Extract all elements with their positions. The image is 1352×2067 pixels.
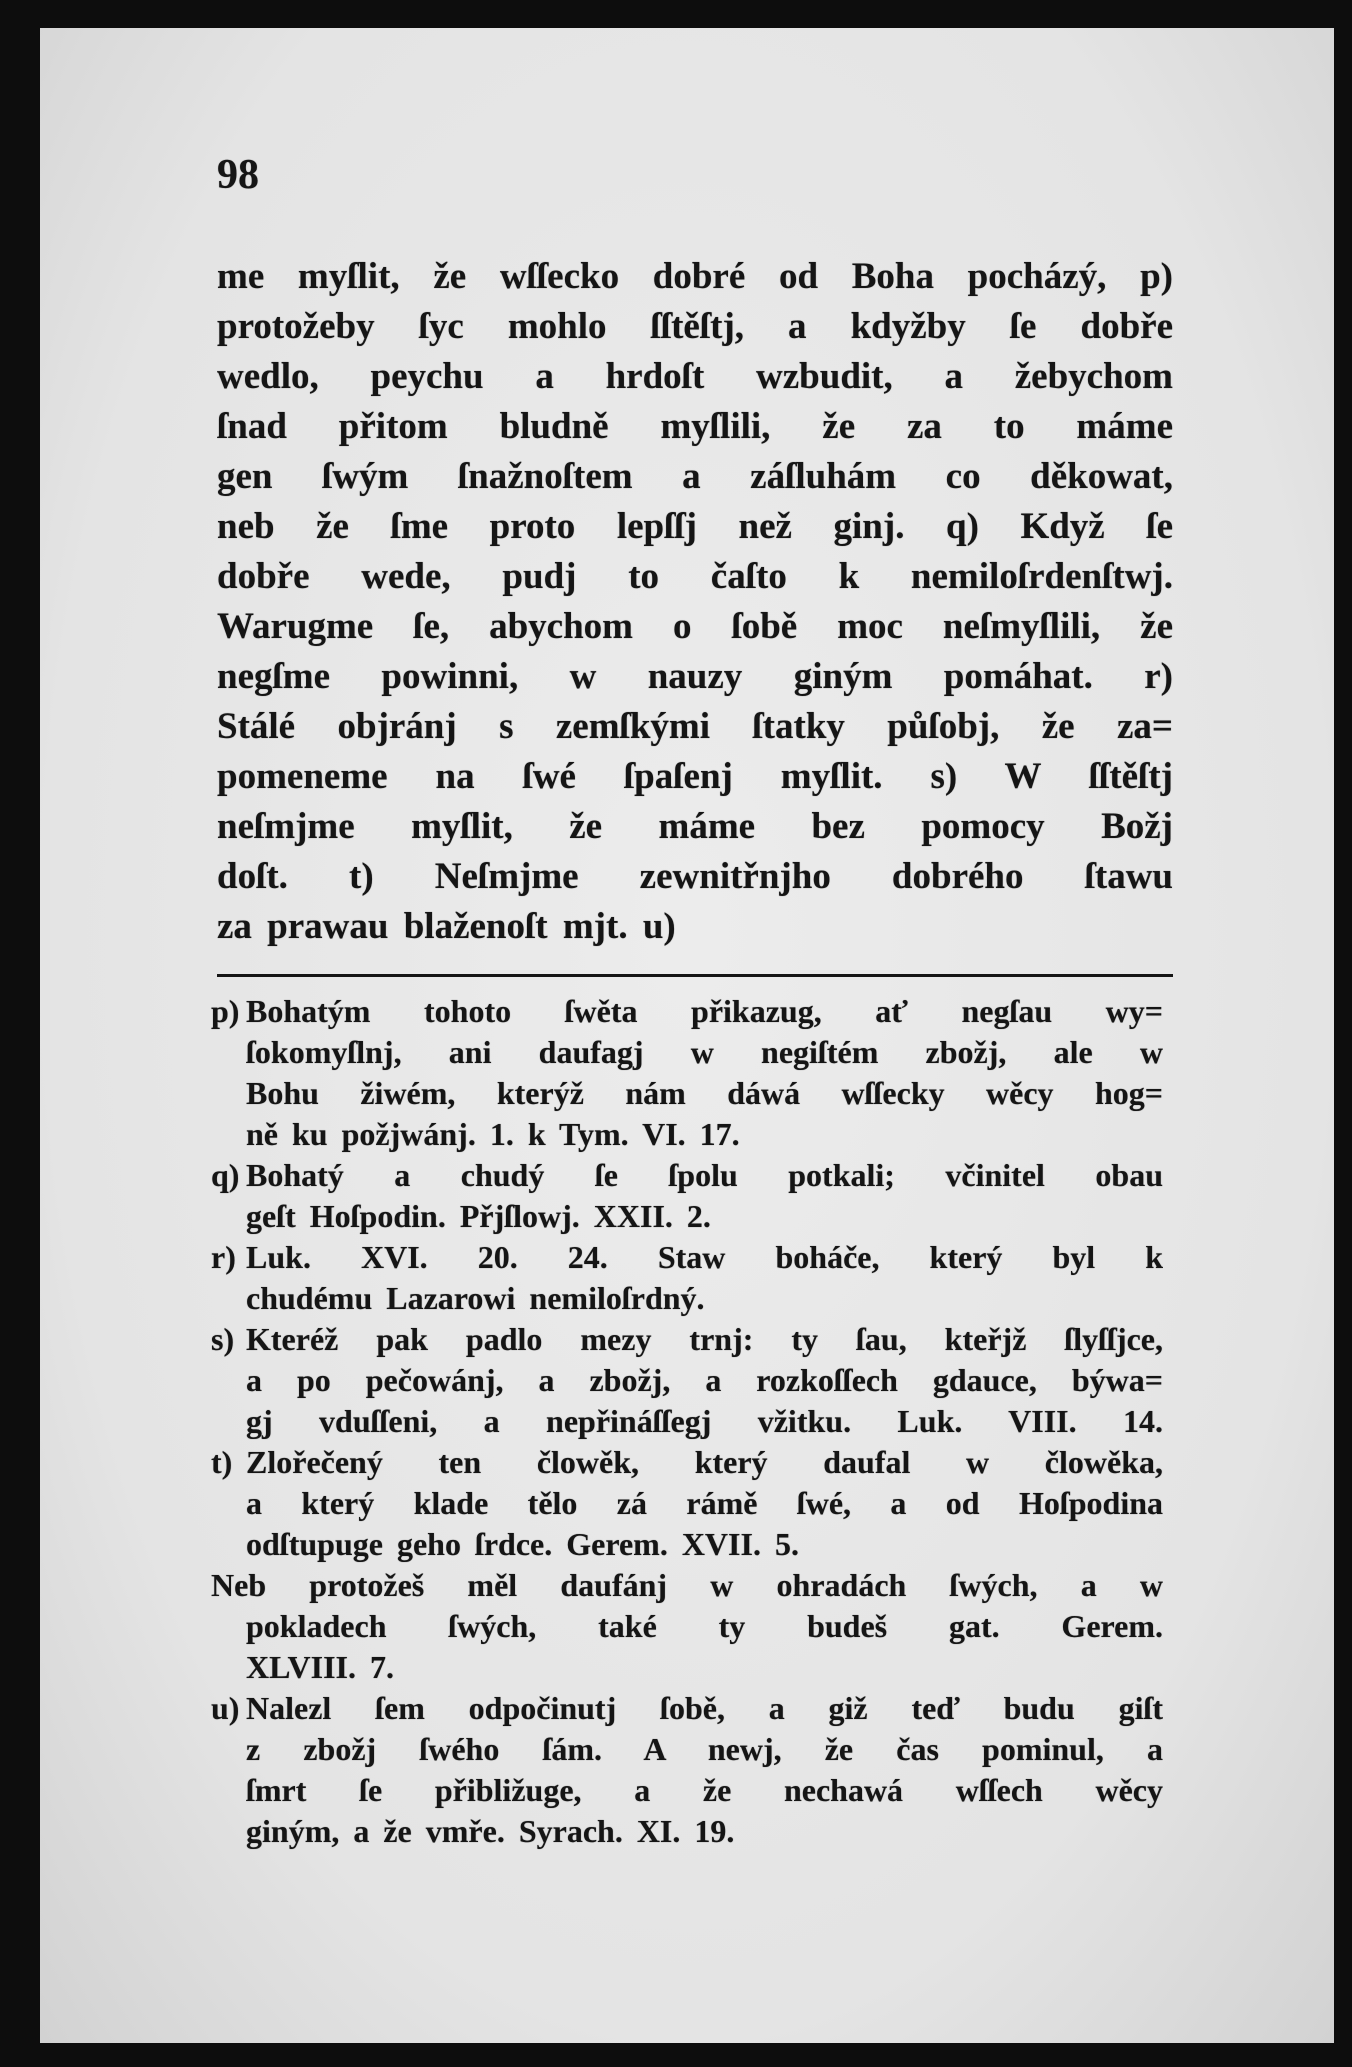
footnote-marker: t)	[211, 1444, 233, 1480]
footnote-line: XLVIII. 7.	[246, 1649, 394, 1685]
footnote-marker: q)	[211, 1157, 240, 1193]
footnote-line: Bohatý a chudý ſe ſpolu potkali; včinitel obau	[246, 1157, 1163, 1193]
main-text	[217, 252, 1173, 952]
footnote-line: ſokomyſlnj, ani daufagj w negiſtém zbožj, ale w	[246, 1034, 1163, 1070]
main-line: doſt. t) Neſmjme zewnitřnjho dobrého ſtawu	[217, 856, 1173, 897]
footnote-q	[211, 1155, 1163, 1237]
footnote-p	[211, 991, 1163, 1155]
footnotes	[211, 991, 1163, 1852]
main-line: gen ſwým ſnažnoſtem a záſluhám co děkowat,	[217, 456, 1173, 497]
main-line: za prawau blaženoſt mjt. u)	[217, 906, 676, 947]
main-line: Stálé objránj s zemſkými ſtatky půſobj, že za=	[217, 706, 1173, 747]
footnote-line: giným, a že vmře. Syrach. XI. 19.	[246, 1813, 735, 1849]
footnote-marker: s)	[211, 1321, 235, 1357]
footnote-line: Luk. XVI. 20. 24. Staw boháče, který byl k	[246, 1239, 1163, 1275]
footnote-marker: r)	[211, 1239, 236, 1275]
main-line: pomeneme na ſwé ſpaſenj myſlit. s) W ſſtěſtj	[217, 756, 1173, 797]
main-line: neb že ſme proto lepſſj než ginj. q) Když ſe	[217, 506, 1173, 547]
footnote-line: a který klade tělo zá rámě ſwé, a od Hoſpodina	[246, 1485, 1163, 1521]
footnote-line: ně ku požjwánj. 1. k Tym. VI. 17.	[246, 1116, 740, 1152]
footnote-line: chudému Lazarowi nemiloſrdný.	[246, 1280, 705, 1316]
main-line: negſme powinni, w nauzy giným pomáhat. r)	[217, 656, 1173, 697]
footnote-line: geſt Hoſpodin. Přjſlowj. XXII. 2.	[246, 1198, 711, 1234]
main-line: wedlo, peychu a hrdoſt wzbudit, a žebychom	[217, 356, 1173, 397]
footnote-line: ſmrt ſe přibližuge, a že nechawá wſſech wěcy	[246, 1772, 1163, 1808]
footnote-line: Bohu žiwém, kterýž nám dáwá wſſecky wěcy hog=	[246, 1075, 1163, 1111]
footnote-marker: u)	[211, 1690, 240, 1726]
footnote-line: Bohatým tohoto ſwěta přikazug, ať negſau wy=	[246, 993, 1163, 1029]
main-line: neſmjme myſlit, že máme bez pomocy Božj	[217, 806, 1173, 847]
footnote-line: odſtupuge geho ſrdce. Gerem. XVII. 5.	[246, 1526, 799, 1562]
footnote-line: z zbožj ſwého ſám. A newj, že čas pominul, a	[246, 1731, 1163, 1767]
main-line: Warugme ſe, abychom o ſobě moc neſmyſlili, že	[217, 606, 1173, 647]
footnote-line: Nalezl ſem odpočinutj ſobě, a giž teď budu giſt	[246, 1690, 1163, 1726]
footnote-marker: p)	[211, 993, 240, 1029]
footnote-s	[211, 1319, 1163, 1442]
footnote-r	[211, 1237, 1163, 1319]
footnote-t	[211, 1442, 1163, 1565]
footnote-u	[211, 1688, 1163, 1852]
footnote-line: pokladech ſwých, také ty budeš gat. Gerem.	[246, 1608, 1163, 1644]
footnote-line: Zlořečený ten člowěk, který daufal w člowěka,	[246, 1444, 1163, 1480]
footnote-line: Neb protožeš měl daufánj w ohradách ſwých, a w	[211, 1567, 1163, 1603]
main-line: protožeby ſyc mohlo ſſtěſtj, a kdyžby ſe dobře	[217, 306, 1173, 347]
main-line: me myſlit, že wſſecko dobré od Boha pocházý, p)	[217, 256, 1173, 297]
footnote-line: gj vduſſeni, a nepřináſſegj vžitku. Luk. VIII. 14.	[246, 1403, 1163, 1439]
main-line: dobře wede, pudj to čaſto k nemiloſrdenſtwj.	[217, 556, 1173, 597]
footnote-line: a po pečowánj, a zbožj, a rozkoſſech gdauce, býwa=	[246, 1362, 1163, 1398]
page-number: 98	[217, 152, 259, 198]
main-line: ſnad přitom bludně myſlili, že za to máme	[217, 406, 1173, 447]
footnote-t-continuation	[211, 1565, 1163, 1688]
footnote-divider	[217, 974, 1173, 977]
footnote-line: Kteréž pak padlo mezy trnj: ty ſau, kteřjž ſlyſſjce,	[246, 1321, 1163, 1357]
